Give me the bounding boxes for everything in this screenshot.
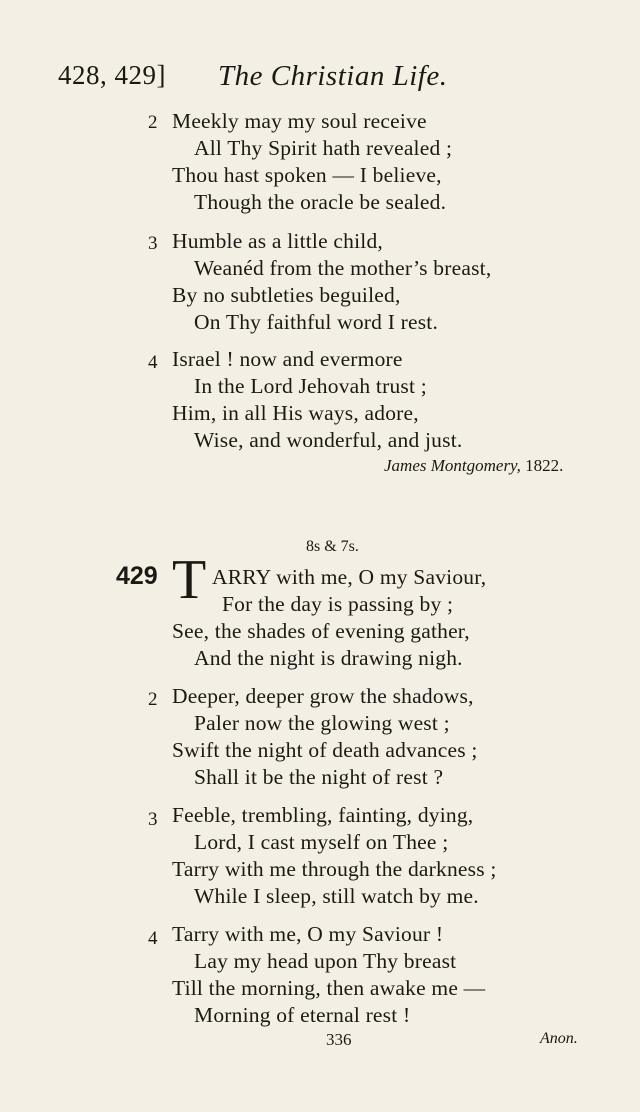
author-attribution xyxy=(384,456,563,476)
hymn-line: Tarry with me through the darkness ; xyxy=(172,857,497,881)
hymn-line: By no subtleties beguiled, xyxy=(172,283,401,307)
drop-cap: T xyxy=(172,549,207,611)
verse-number: 4 xyxy=(148,928,158,949)
hymn-line: Swift the night of death advances ; xyxy=(172,738,478,762)
hymn-line: Lord, I cast myself on Thee ; xyxy=(194,830,449,854)
hymn-line: Shall it be the night of rest ? xyxy=(194,765,444,789)
hymn-line: Tarry with me, O my Saviour ! xyxy=(172,922,444,946)
verse-number: 3 xyxy=(148,233,158,254)
hymn-line: Feeble, trembling, fainting, dying, xyxy=(172,803,474,827)
hymn-line: Humble as a little child, xyxy=(172,229,383,253)
page-number: 336 xyxy=(326,1030,352,1049)
hymn-line: Lay my head upon Thy breast xyxy=(194,949,457,973)
hymn-line: Him, in all His ways, adore, xyxy=(172,401,419,425)
hymn-line: On Thy faithful word I rest. xyxy=(194,310,439,334)
hymn-line: For the day is passing by ; xyxy=(222,592,454,616)
hymn-line: Meekly may my soul receive xyxy=(172,109,427,133)
hymn-line: Paler now the glowing west ; xyxy=(194,711,450,735)
verse-number: 2 xyxy=(148,112,158,133)
author-attribution-anon: Anon. xyxy=(540,1030,578,1047)
hymn-line: Morning of eternal rest ! xyxy=(194,1003,411,1027)
hymn-line: See, the shades of evening gather, xyxy=(172,619,470,643)
header-hymn-numbers: 428, 429] xyxy=(58,60,166,90)
hymn-number: 429 xyxy=(116,562,158,590)
verse-number: 3 xyxy=(148,809,158,830)
page-title: The Christian Life. xyxy=(218,60,448,92)
hymn-line: ARRY with me, O my Saviour, xyxy=(212,565,487,589)
meter-label: 8s & 7s. xyxy=(306,538,359,555)
hymn-line: All Thy Spirit hath revealed ; xyxy=(194,136,453,160)
hymn-line: While I sleep, still watch by me. xyxy=(194,884,479,908)
hymn-line: And the night is drawing nigh. xyxy=(194,646,463,670)
author-name: James Montgomery, xyxy=(384,456,521,475)
hymn-line: Till the morning, then awake me — xyxy=(172,976,486,1000)
hymn-line: Though the oracle be sealed. xyxy=(194,190,447,214)
hymn-line: In the Lord Jehovah trust ; xyxy=(194,374,427,398)
hymn-line: Thou hast spoken — I believe, xyxy=(172,163,442,187)
verse-number: 4 xyxy=(148,352,158,373)
hymn-line: Israel ! now and evermore xyxy=(172,347,403,371)
hymn-line: Deeper, deeper grow the shadows, xyxy=(172,684,474,708)
verse-number: 2 xyxy=(148,689,158,710)
author-year: 1822. xyxy=(525,456,564,475)
hymn-line: Weanéd from the mother’s breast, xyxy=(194,256,492,280)
hymn-line: Wise, and wonderful, and just. xyxy=(194,428,463,452)
